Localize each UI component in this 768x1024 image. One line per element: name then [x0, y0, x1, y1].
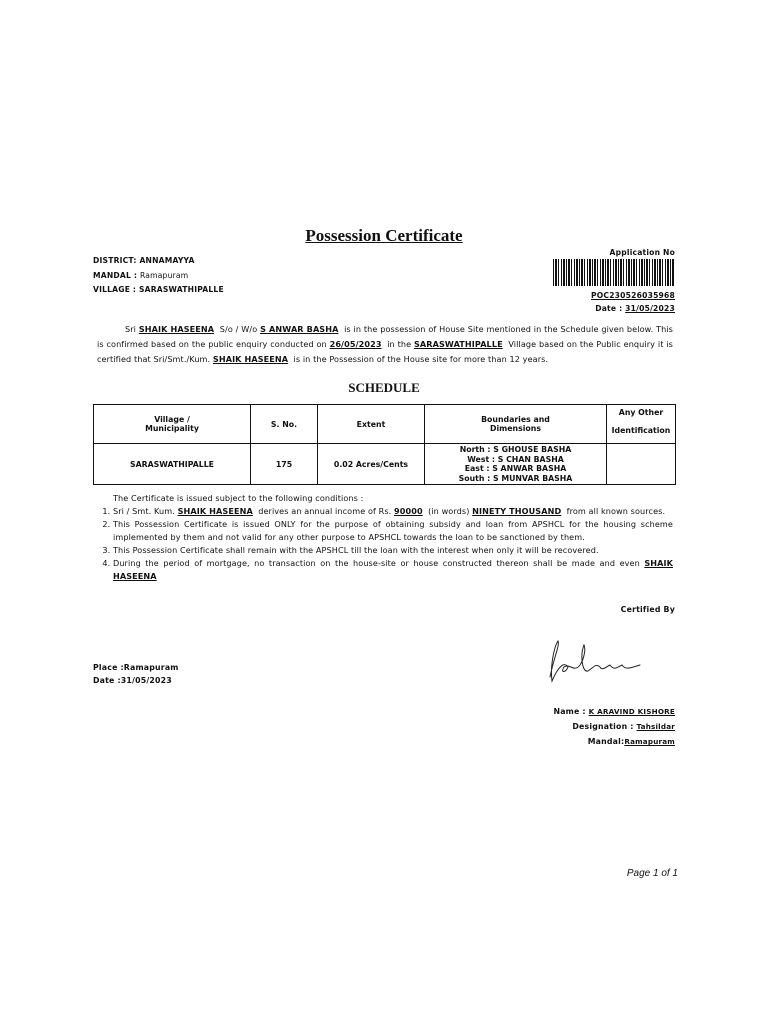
relation-name: S ANWAR BASHA — [260, 324, 339, 334]
income-amount: 90000 — [394, 506, 423, 516]
condition-item: 2. This Possession Certificate is issued ONLY for the purpose of obtaining subsidy and loan from APSHCL for the housing scheme implemented by them and not valid for any other purpose to APSHCL towards the loan to be sanctioned by them. — [113, 518, 673, 544]
schedule-table — [93, 404, 676, 485]
boundary-north: North : S GHOUSE BASHA — [459, 445, 572, 454]
enquiry-date: 26/05/2023 — [329, 339, 382, 349]
cell-extent: 0.02 Acres/Cents — [318, 444, 425, 485]
condition-item: 3. This Possession Certificate shall remain with the APSHCL till the loan with the interest when only it will be recovered. — [113, 544, 673, 557]
paragraph-text: Village based on the Public enquiry it is certified that Sri/Smt./Kum. — [97, 339, 673, 364]
mandal-line — [93, 271, 188, 280]
signatory-mandal: Mandal:Ramapuram — [587, 737, 675, 746]
condition-item: 4. During the period of mortgage, no transaction on the house-site or house constructed thereon shall be made and even SHAIK HASEENA — [113, 557, 673, 583]
district-line — [93, 256, 195, 265]
date-label: Date : — [595, 304, 623, 313]
sri-text: Sri — [125, 324, 137, 334]
table-header-row — [94, 405, 676, 444]
date-value: 31/05/2023 — [625, 304, 675, 313]
col-other: Any Other Identification — [607, 405, 676, 444]
relation-label: S/o / W/o — [219, 324, 258, 334]
paragraph-text: is in the possession of House Site mentioned in the Schedule given below. This is confirmed based on the public enquiry conducted on — [97, 324, 673, 349]
mandal-value: Ramapuram — [139, 271, 189, 280]
application-label: Application No — [609, 248, 675, 257]
application-date — [595, 304, 675, 313]
signatory-block — [553, 704, 675, 749]
place-date-block — [93, 661, 179, 687]
certificate-paragraph — [97, 322, 673, 367]
barcode-image — [553, 259, 675, 286]
cell-sno: 175 — [251, 444, 318, 485]
cell-boundaries — [425, 444, 607, 485]
village-line — [93, 285, 224, 294]
boundary-west: West : S CHAN BASHA — [467, 454, 564, 464]
cell-village: SARASWATHIPALLE — [94, 444, 251, 485]
signatory-name: Name : K ARAVIND KISHORE — [553, 707, 675, 716]
place-line: Place :Ramapuram — [93, 663, 179, 672]
income-words: NINETY THOUSAND — [472, 506, 562, 516]
col-extent: Extent — [318, 405, 425, 444]
boundary-south: South : S MUNVAR BASHA — [458, 473, 573, 483]
signature-image — [540, 637, 660, 687]
village-value: SARASWATHIPALLE — [139, 285, 224, 294]
date-line: Date :31/05/2023 — [93, 676, 172, 685]
cell-other — [607, 444, 676, 485]
conditions-section — [97, 492, 673, 583]
signatory-designation: Designation : Tahsildar — [572, 722, 675, 731]
district-label: DISTRICT: — [93, 256, 137, 265]
condition-item: 1. Sri / Smt. Kum. SHAIK HASEENA derives an annual income of Rs. 90000 (in words) NINETY THOUSAND from all known sources. — [113, 505, 673, 518]
holder-name: SHAIK HASEENA — [113, 558, 673, 581]
boundary-east: East : S ANWAR BASHA — [464, 464, 567, 473]
village-label: VILLAGE : — [93, 285, 137, 294]
conditions-list — [97, 505, 673, 583]
paragraph-text: is in the Possession of the House site for more than 12 years. — [293, 354, 549, 364]
schedule-title: SCHEDULE — [348, 380, 420, 395]
certified-by-label: Certified By — [620, 605, 675, 614]
holder-name: SHAIK HASEENA — [177, 506, 253, 516]
application-number-value: POC230526035968 — [591, 291, 675, 300]
paragraph-text: in the — [387, 339, 412, 349]
col-boundaries: Boundaries and Dimensions — [425, 405, 607, 444]
page-title: Possession Certificate — [305, 226, 463, 245]
col-sno: S. No. — [251, 405, 318, 444]
holder-name: SHAIK HASEENA — [138, 324, 215, 334]
page-number: Page 1 of 1 — [626, 868, 678, 879]
application-number — [591, 291, 675, 300]
col-village: Village / Municipality — [94, 405, 251, 444]
mandal-label: MANDAL : — [93, 271, 138, 280]
village-name: SARASWATHIPALLE — [413, 339, 503, 349]
conditions-lead: The Certificate is issued subject to the following conditions : — [113, 493, 364, 503]
district-value: ANNAMAYYA — [139, 256, 195, 265]
table-row — [94, 444, 676, 485]
holder-name: SHAIK HASEENA — [212, 354, 289, 364]
